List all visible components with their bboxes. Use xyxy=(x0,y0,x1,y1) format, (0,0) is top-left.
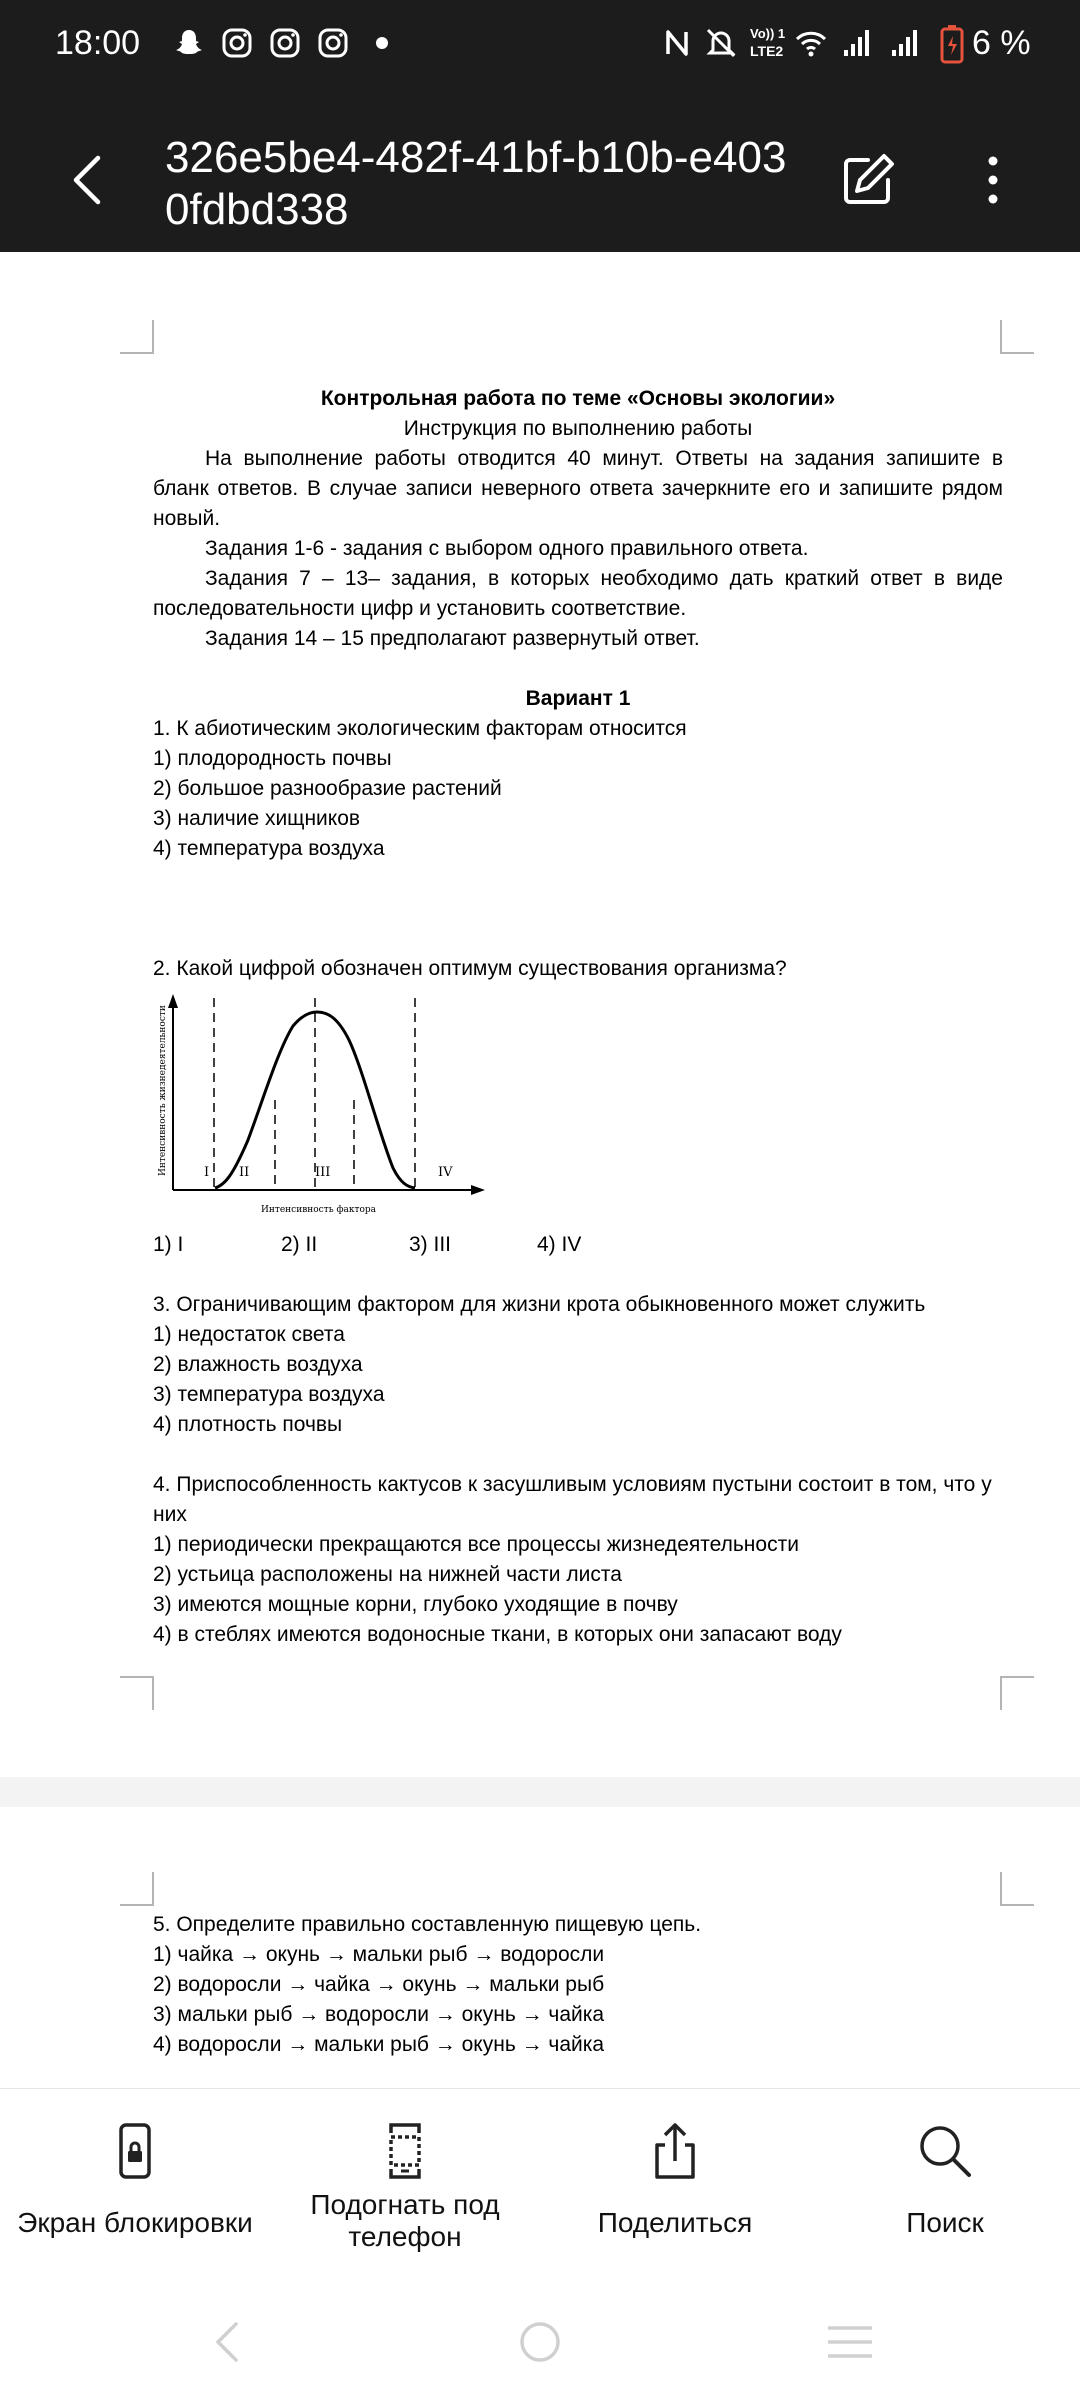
answer-option: 4) IV xyxy=(537,1233,582,1256)
graph-y-label: Интенсивность жизнедеятельности xyxy=(158,1005,168,1176)
instruction-heading: Инструкция по выполнению работы xyxy=(403,417,753,440)
graph-x-arrow xyxy=(471,1185,485,1195)
status-time: 18:00 xyxy=(55,24,141,62)
answer-option: 1) недостаток света xyxy=(153,1323,345,1346)
zone-label: II xyxy=(239,1165,250,1180)
edit-icon[interactable] xyxy=(838,150,898,210)
answer-option: 2) II xyxy=(281,1233,318,1256)
wifi-icon xyxy=(794,26,828,60)
answer-option: 1) плодородность почвы xyxy=(153,747,392,770)
document-page-1 xyxy=(153,384,1003,1650)
question-5: 5. Определите правильно составленную пищевую цепь. xyxy=(153,1913,702,1936)
page-separator xyxy=(0,1777,1080,1807)
answer-option: 3) мальки рыб → водоросли → окунь → чайка xyxy=(153,2003,605,2026)
top-bar xyxy=(0,0,1080,252)
search-label: Поиск xyxy=(906,2207,984,2238)
answer-option: 4) температура воздуха xyxy=(153,837,385,860)
crop-mark xyxy=(1000,1872,1034,1906)
document-viewer[interactable] xyxy=(0,252,1080,2088)
answer-option: 2) водоросли → чайка → окунь → мальки рыб xyxy=(153,1973,605,1996)
signal-icon xyxy=(888,26,922,60)
answer-option: 2) устьица расположены на нижней части листа xyxy=(153,1563,622,1586)
mute-icon xyxy=(704,26,738,60)
search-button[interactable] xyxy=(810,2089,1080,2285)
answer-option: 3) имеются мощные корни, глубоко уходящие в почву xyxy=(153,1593,678,1616)
bottom-action-bar xyxy=(0,2088,1080,2284)
fit-to-phone-label: Подогнать под телефон xyxy=(310,2189,500,2252)
instagram-icon xyxy=(220,26,254,60)
question-3: 3. Ограничивающим фактором для жизни крота обыкновенного может служить xyxy=(153,1293,926,1316)
nav-back-icon[interactable] xyxy=(212,2320,242,2364)
test-title: Контрольная работа по теме «Основы экологии» xyxy=(320,387,836,410)
more-vertical-icon[interactable] xyxy=(968,150,1018,210)
zone-label: I xyxy=(204,1165,210,1180)
answer-option: 3) III xyxy=(409,1233,452,1256)
answer-option: 3) температура воздуха xyxy=(153,1383,385,1406)
document-title: 326e5be4-482f-41bf-b10b-e4030fdbd338 xyxy=(165,133,787,234)
search-icon xyxy=(915,2121,975,2181)
question-2: 2. Какой цифрой обозначен оптимум существования организма? xyxy=(153,957,787,980)
answer-option: 4) плотность почвы xyxy=(153,1413,343,1436)
instagram-icon xyxy=(316,26,350,60)
question-1: 1. К абиотическим экологическим факторам относится xyxy=(153,717,687,740)
nav-recents-icon[interactable] xyxy=(826,2322,874,2362)
share-button[interactable] xyxy=(540,2089,810,2285)
signal-icon xyxy=(840,26,874,60)
battery-percent: 6 % xyxy=(972,24,1031,62)
tolerance-curve xyxy=(215,1012,415,1188)
lock-screen-button[interactable] xyxy=(0,2089,270,2285)
answer-option: 1) чайка → окунь → мальки рыб → водоросли xyxy=(153,1943,605,1966)
instruction-paragraph: Задания 7 – 13– задания, в которых необходимо дать краткий ответ в виде последовательности цифр и установить соответствие. xyxy=(153,567,1003,620)
crop-mark xyxy=(120,1872,154,1906)
instruction-paragraph: На выполнение работы отводится 40 минут. Ответы на задания запишите в бланк ответов. В случае записи неверного ответа зачеркните его и запишите рядом новый. xyxy=(153,447,1003,530)
tolerance-graph-svg xyxy=(153,990,493,1222)
svg-text:Vo)) 1: Vo)) 1 xyxy=(750,26,786,41)
crop-mark xyxy=(120,320,154,354)
fit-to-phone-icon xyxy=(375,2121,435,2181)
zone-label: III xyxy=(315,1165,331,1180)
nfc-icon xyxy=(660,26,694,60)
graph-y-arrow xyxy=(168,994,178,1008)
question-4: 4. Приспособленность кактусов к засушливым условиям пустыни состоит в том, что у них xyxy=(153,1473,992,1526)
document-page-2 xyxy=(153,1910,1003,2060)
snapchat-icon xyxy=(172,26,206,60)
fit-to-phone-button[interactable] xyxy=(270,2089,540,2285)
lock-screen-icon xyxy=(105,2121,165,2181)
system-nav-bar xyxy=(0,2284,1080,2400)
dot-icon xyxy=(370,26,404,60)
answer-option: 4) водоросли → мальки рыб → окунь → чайка xyxy=(153,2033,605,2056)
answer-option: 2) большое разнообразие растений xyxy=(153,777,502,800)
instagram-icon xyxy=(268,26,302,60)
answer-option: 1) периодически прекращаются все процессы жизнедеятельности xyxy=(153,1533,799,1556)
answer-options-row xyxy=(153,1230,1003,1260)
svg-text:LTE2: LTE2 xyxy=(750,43,784,59)
variant-heading: Вариант 1 xyxy=(525,687,631,710)
graph-x-label: Интенсивность фактора xyxy=(261,1205,377,1215)
tolerance-graph xyxy=(153,990,493,1222)
nav-home-icon[interactable] xyxy=(518,2320,562,2364)
answer-option: 2) влажность воздуха xyxy=(153,1353,363,1376)
battery-low-icon xyxy=(940,24,964,64)
crop-mark xyxy=(1000,1676,1034,1710)
volte-icon xyxy=(748,24,788,62)
back-arrow-icon[interactable] xyxy=(60,150,120,210)
share-icon xyxy=(645,2121,705,2181)
crop-mark xyxy=(1000,320,1034,354)
crop-mark xyxy=(120,1676,154,1710)
share-label: Поделиться xyxy=(597,2207,753,2238)
instruction-paragraph: Задания 1-6 - задания с выбором одного правильного ответа. xyxy=(205,537,809,560)
status-bar xyxy=(0,0,1080,90)
answer-option: 1) I xyxy=(153,1233,184,1256)
instruction-paragraph: Задания 14 – 15 предполагают развернутый ответ. xyxy=(205,627,700,650)
answer-option: 4) в стеблях имеются водоносные ткани, в которых они запасают воду xyxy=(153,1623,842,1646)
answer-option: 3) наличие хищников xyxy=(153,807,361,830)
zone-label: IV xyxy=(438,1165,453,1180)
lock-screen-label: Экран блокировки xyxy=(17,2207,253,2238)
